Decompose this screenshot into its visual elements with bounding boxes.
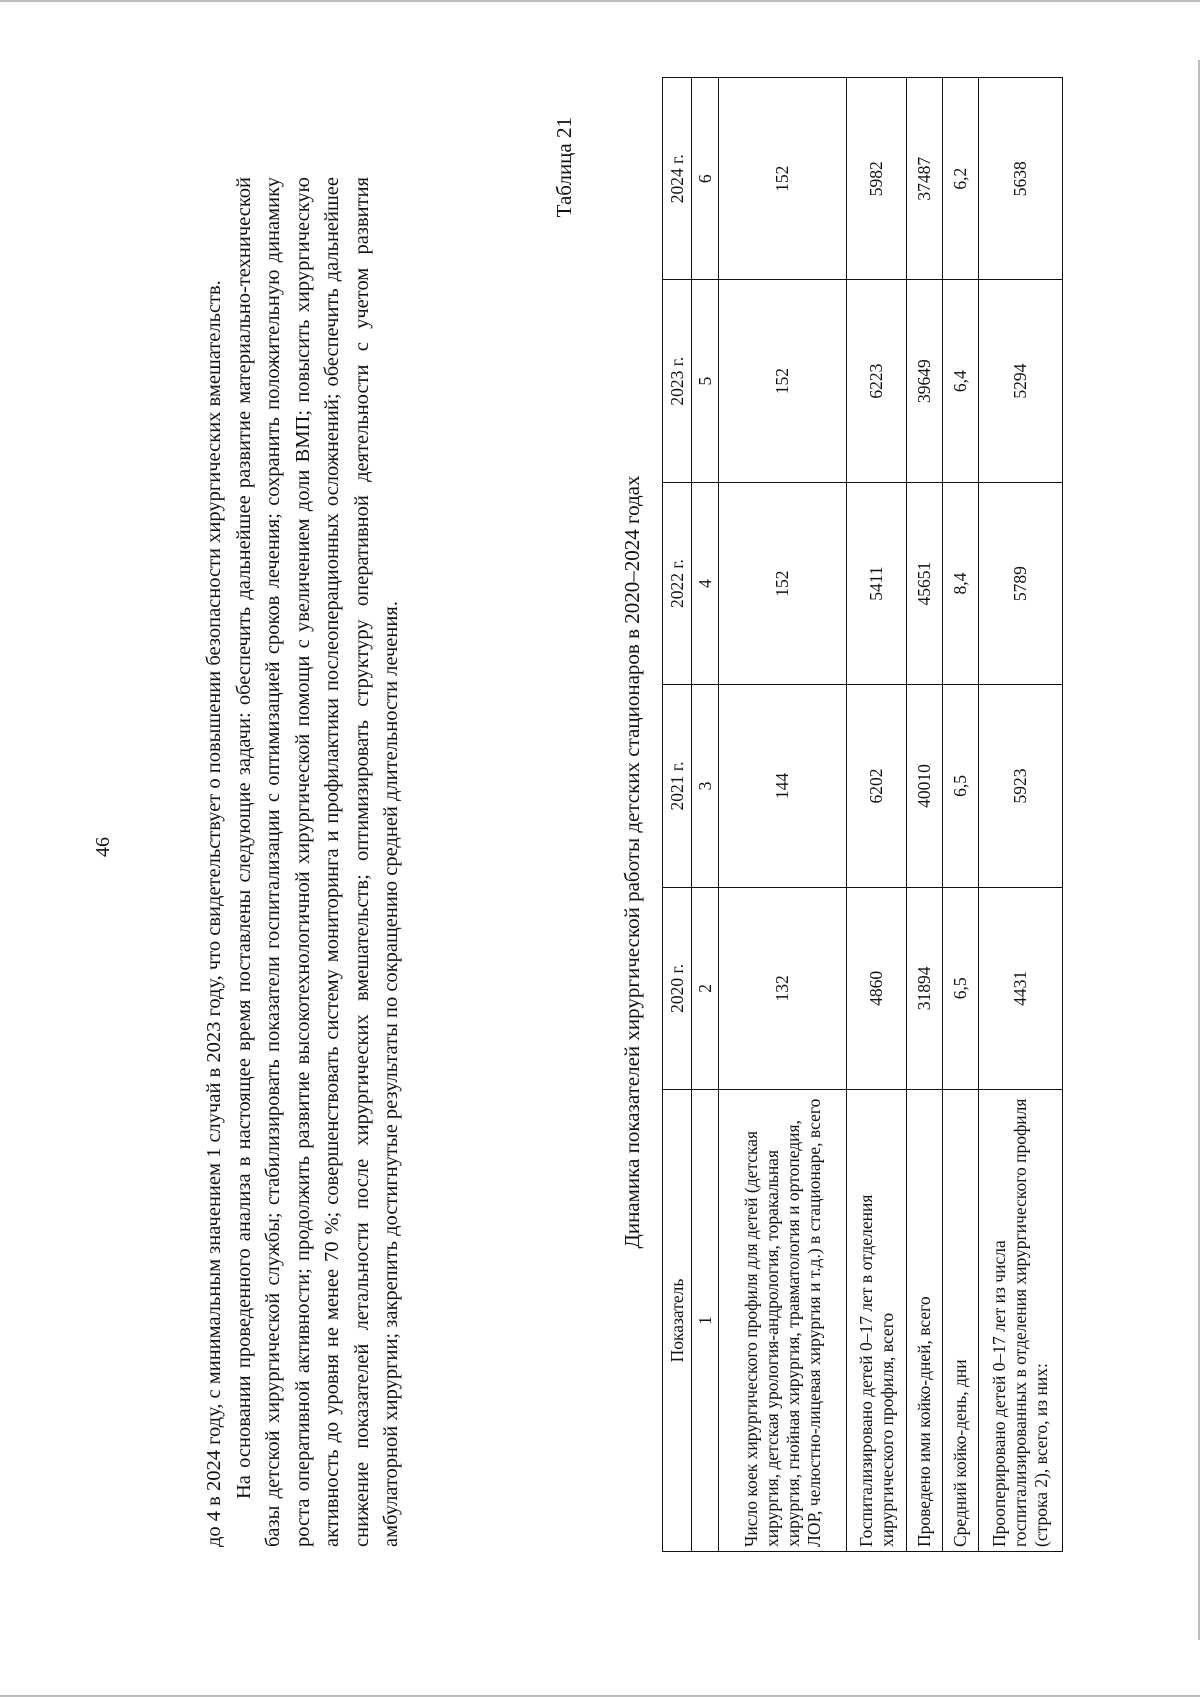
value-cell: 5411 (847, 482, 907, 684)
value-cell: 5923 (979, 685, 1063, 887)
value-cell: 8,4 (943, 482, 979, 684)
value-cell: 31894 (907, 887, 943, 1089)
surgery-dynamics-table (662, 77, 1063, 1552)
value-cell: 5982 (847, 78, 907, 280)
header-cell: 2020 г. (663, 887, 692, 1089)
page-number: 46 (92, 837, 114, 857)
column-number-cell: 2 (692, 887, 719, 1089)
table-row (847, 78, 907, 1552)
header-cell: 2021 г. (663, 685, 692, 887)
value-cell: 5638 (979, 78, 1063, 280)
value-cell: 37487 (907, 78, 943, 280)
table-row (943, 78, 979, 1552)
value-cell: 39649 (907, 280, 943, 482)
header-cell: 2022 г. (663, 482, 692, 684)
table-number-label: Таблица 21 (552, 117, 576, 218)
column-number-cell: 1 (692, 1090, 719, 1552)
column-number-cell: 6 (692, 78, 719, 280)
header-cell: Показатель (663, 1090, 692, 1552)
value-cell: 152 (719, 280, 847, 482)
table-header-row (663, 78, 692, 1552)
row-label: Средний койко-день, дни (943, 1090, 979, 1552)
header-cell: 2023 г. (663, 280, 692, 482)
row-label: Госпитализировано детей 0–17 лет в отделения хирургического профиля, всего (847, 1090, 907, 1552)
column-number-cell: 4 (692, 482, 719, 684)
value-cell: 6,5 (943, 887, 979, 1089)
paragraph-tasks: На основании проведенного анализа в настоящее время поставлены следующие задачи: обеспечить дальнейшее развитие материально-технической базы детской хирургической службы; стабилизировать показатели госпитализации с оптимизацией сроков лечения; сохранить положительную динамику роста оперативной активности; продолжить развитие высокотехнологичной хирургической помощи с увеличением доли ВМП; повысить хирургическую активность до уровня не менее 70 %; совершенствовать систему мониторинга и профилактики послеоперационных осложнений; обеспечить дальнейшее снижение показателей летальности после хирургических вмешательств; оптимизировать структуру оперативной деятельности с учетом развития амбулаторной хирургии; закрепить достигнутые результаты по сокращению средней длительности лечения. (232, 177, 402, 1547)
value-cell: 40010 (907, 685, 943, 887)
value-cell: 6,2 (943, 78, 979, 280)
row-label: Число коек хирургического профиля для детей (детская хирургия, детская урология-андрология, торакальная хирургия, гнойная хирургия, травматология и ортопедия, ЛОР, челюстно-лицевая хирургия и т.д.) в стационаре, всего (719, 1090, 847, 1552)
table-title: Динамика показателей хирургической работы детских стационаров в 2020–2024 годах (620, 475, 644, 1249)
value-cell: 5789 (979, 482, 1063, 684)
value-cell: 6,5 (943, 685, 979, 887)
row-label: Прооперировано детей 0–17 лет из числа госпитализированных в отделения хирургического профиля (строка 2), всего, из них: (979, 1090, 1063, 1552)
value-cell: 5294 (979, 280, 1063, 482)
value-cell: 6,4 (943, 280, 979, 482)
column-number-cell: 3 (692, 685, 719, 887)
paragraph-continuation: до 4 в 2024 году, с минимальным значением 1 случай в 2023 году, что свидетельствует о повышении безопасности хирургических вмешательств. (203, 280, 225, 1547)
value-cell: 152 (719, 482, 847, 684)
value-cell: 4860 (847, 887, 907, 1089)
column-number-cell: 5 (692, 280, 719, 482)
value-cell: 152 (719, 78, 847, 280)
row-label: Проведено ими койко-дней, всего (907, 1090, 943, 1552)
value-cell: 6223 (847, 280, 907, 482)
table-row (719, 78, 847, 1552)
table-row (907, 78, 943, 1552)
column-number-row (692, 78, 719, 1552)
value-cell: 4431 (979, 887, 1063, 1089)
table-row (979, 78, 1063, 1552)
value-cell: 45651 (907, 482, 943, 684)
value-cell: 144 (719, 685, 847, 887)
header-cell: 2024 г. (663, 78, 692, 280)
value-cell: 132 (719, 887, 847, 1089)
value-cell: 6202 (847, 685, 907, 887)
body-text (200, 177, 407, 1547)
